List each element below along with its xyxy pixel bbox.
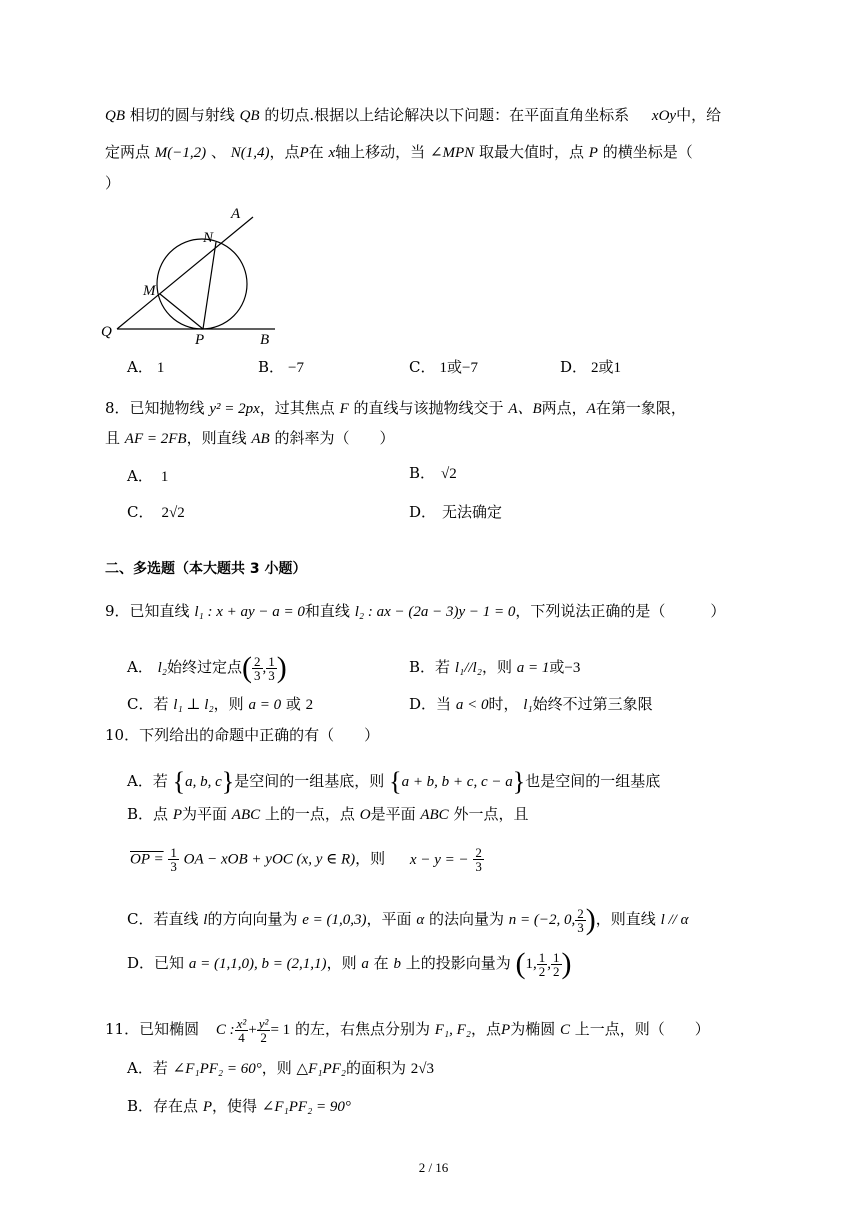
q7-qb: QB xyxy=(105,108,125,124)
q8-line1: 8．已知抛物线 y² = 2px，过其焦点 F 的直线与该抛物线交于 A、B两点，A在第一象限， xyxy=(105,399,686,417)
label-a: A xyxy=(231,206,241,222)
q9-option-a: A． l₂始终过定点( $\frac{2}{3}$ , $\frac{1}{3}$ ) xyxy=(127,651,287,684)
segment-np xyxy=(203,242,216,329)
q7-xoy: xOy xyxy=(651,108,677,124)
q7-diagram xyxy=(95,200,285,350)
q11-option-a: A．若 ∠F₁PF₂ = 60°，则 △F₁PF₂的面积为 2√3 xyxy=(127,1059,435,1077)
q10-option-a: A．若 {a, b, c}是空间的一组基底，则 {a + b, b + c, c − a}也是空间的一组基底 xyxy=(127,767,661,796)
q9-l2: l₂ : ax − (2a − 3)y − 1 = 0 xyxy=(354,604,516,620)
label-q: Q xyxy=(101,324,112,340)
q9-option-d: D．当 a < 0时， l₁始终不过第三象限 xyxy=(409,695,653,713)
q10-option-b-formula: OP = $\frac{1}{3}$ OA − xOB + yOC (x, y ∈ R)，则 x − y = − $\frac{2}{3}$ xyxy=(130,845,482,874)
label-p: P xyxy=(195,332,205,348)
label-n: N xyxy=(203,230,214,246)
q7-option-b: B． −7 xyxy=(258,358,304,376)
q7-line1: QB 相切的圆与射线 QB 的切点.根据以上结论解决以下问题：在平面直角坐标系 xOy中，给 xyxy=(105,106,722,124)
q8-cond: AF = 2FB xyxy=(124,431,187,447)
q7-option-c: C． 1或−7 xyxy=(409,358,478,376)
q8-option-d: D． 无法确定 xyxy=(409,503,503,521)
q11-line1: 11．已知椭圆 C : $\frac{\text{x²}}{4}$ + $\frac{\text{y²}}{2}$ = 1 的左，右焦点分别为 F₁, F₂，点P为椭圆 C 上一点，则（ ） xyxy=(105,1015,710,1045)
q7-point-m: M(−1,2) xyxy=(154,145,207,161)
section-heading: 二、多选题（本大题共 3 小题） xyxy=(105,561,307,577)
q9-line1: 9．已知直线 l₁ : x + ay − a = 0和直线 l₂ : ax − (2a − 3)y − 1 = 0，下列说法正确的是（ ） xyxy=(105,602,726,620)
q7-option-a: A． 1 xyxy=(127,358,165,376)
q9-l1: l₁ : x + ay − a = 0 xyxy=(194,604,305,620)
q9-option-b: B．若 l₁//l₂，则 a = 1或−3 xyxy=(409,658,581,676)
q7-line2: 定两点 M(−1,2) 、 N(1,4)，点P在 x轴上移动，当 ∠MPN 取最大值时，点 P 的横坐标是（ xyxy=(105,143,693,161)
q8-option-b: B． √2 xyxy=(409,464,457,482)
ray-qa xyxy=(117,217,253,329)
circle xyxy=(157,239,247,329)
q10-option-c: C．若直线 l的方向向量为 e = (1,0,3)，平面 α 的法向量为 n = (−2, 0, $\frac{2}{3}$ )，则直线 l // α xyxy=(127,903,689,936)
q8-option-c: C． 2√2 xyxy=(127,503,185,521)
q8-option-a: A． 1 xyxy=(127,467,169,485)
q7-angle: ∠MPN xyxy=(429,145,475,161)
q9-option-c: C．若 l₁ ⊥ l₂，则 a = 0 或 2 xyxy=(127,695,314,713)
q8-line2: 且 AF = 2FB，则直线 AB 的斜率为（ ） xyxy=(105,429,395,447)
q7-line3: ） xyxy=(105,174,121,192)
q10-option-b: B．点 P为平面 ABC 上的一点，点 O是平面 ABC 外一点，且 xyxy=(127,805,529,823)
page-number: 2 / 16 xyxy=(418,1160,449,1175)
q8-eq: y² = 2px xyxy=(209,401,260,417)
q11-option-b: B．存在点 P，使得 ∠F₁PF₂ = 90° xyxy=(127,1097,351,1115)
label-m: M xyxy=(143,283,156,299)
q7-option-d: D． 2或1 xyxy=(560,358,622,376)
q7-point-n: N(1,4) xyxy=(230,145,270,161)
q10-option-d: D．已知 a = (1,1,0), b = (2,1,1)，则 a 在 b 上的投影向量为 (1, $\frac{1}{2}$ , $\frac{1}{2}$ ) xyxy=(127,947,572,980)
label-b: B xyxy=(260,332,270,348)
q10-line1: 10．下列给出的命题中正确的有（ ） xyxy=(105,726,380,744)
